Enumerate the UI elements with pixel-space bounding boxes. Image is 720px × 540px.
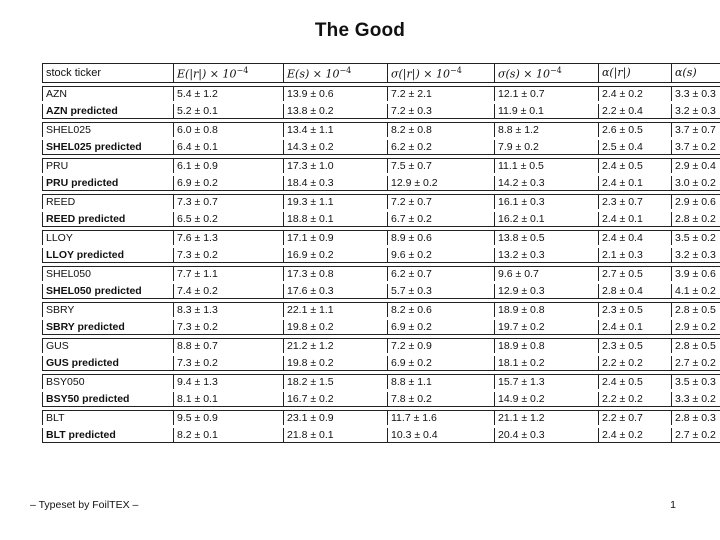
predicted-value-cell: 5.7 ± 0.3	[387, 284, 494, 299]
actual-value-cell: 3.7 ± 0.7	[671, 122, 720, 137]
table-row	[42, 410, 720, 425]
predicted-value-cell: 6.9 ± 0.2	[387, 356, 494, 371]
predicted-value-cell: 18.8 ± 0.1	[283, 212, 387, 227]
table-row-predicted	[42, 284, 720, 299]
table-row-predicted	[42, 356, 720, 371]
actual-value-cell: 7.3 ± 0.7	[173, 194, 283, 209]
actual-value-cell: 2.3 ± 0.7	[598, 194, 671, 209]
actual-value-cell: 6.1 ± 0.9	[173, 158, 283, 173]
actual-value-cell: 7.5 ± 0.7	[387, 158, 494, 173]
predicted-value-cell: 2.8 ± 0.2	[671, 212, 720, 227]
predicted-label-cell: SHEL050 predicted	[42, 284, 173, 299]
actual-value-cell: 2.8 ± 0.3	[671, 410, 720, 425]
stock-ticker-cell: SBRY	[42, 302, 173, 317]
table-row	[42, 302, 720, 317]
actual-value-cell: 19.3 ± 1.1	[283, 194, 387, 209]
actual-value-cell: 2.4 ± 0.5	[598, 374, 671, 389]
table-row	[42, 158, 720, 173]
table-row	[42, 338, 720, 353]
table-row-predicted	[42, 392, 720, 407]
table-row-predicted	[42, 176, 720, 191]
predicted-value-cell: 2.2 ± 0.2	[598, 356, 671, 371]
predicted-value-cell: 2.7 ± 0.2	[671, 428, 720, 443]
actual-value-cell: 3.5 ± 0.2	[671, 230, 720, 245]
predicted-value-cell: 2.5 ± 0.4	[598, 140, 671, 155]
predicted-label-cell: BLT predicted	[42, 428, 173, 443]
results-table	[42, 60, 720, 446]
column-header-stock-ticker: stock ticker	[42, 63, 173, 83]
predicted-value-cell: 9.6 ± 0.2	[387, 248, 494, 263]
actual-value-cell: 8.2 ± 0.8	[387, 122, 494, 137]
predicted-value-cell: 11.9 ± 0.1	[494, 104, 598, 119]
actual-value-cell: 7.6 ± 1.3	[173, 230, 283, 245]
predicted-value-cell: 6.7 ± 0.2	[387, 212, 494, 227]
actual-value-cell: 13.9 ± 0.6	[283, 86, 387, 101]
predicted-value-cell: 2.9 ± 0.2	[671, 320, 720, 335]
predicted-label-cell: REED predicted	[42, 212, 173, 227]
predicted-label-cell: SBRY predicted	[42, 320, 173, 335]
actual-value-cell: 2.7 ± 0.5	[598, 266, 671, 281]
actual-value-cell: 7.7 ± 1.1	[173, 266, 283, 281]
stock-ticker-cell: BLT	[42, 410, 173, 425]
column-header-alpha-spread: α(s)	[671, 63, 720, 83]
actual-value-cell: 2.9 ± 0.4	[671, 158, 720, 173]
actual-value-cell: 3.5 ± 0.3	[671, 374, 720, 389]
predicted-value-cell: 2.4 ± 0.2	[598, 428, 671, 443]
actual-value-cell: 11.7 ± 1.6	[387, 410, 494, 425]
actual-value-cell: 3.9 ± 0.6	[671, 266, 720, 281]
predicted-value-cell: 19.8 ± 0.2	[283, 320, 387, 335]
actual-value-cell: 8.8 ± 1.1	[387, 374, 494, 389]
predicted-value-cell: 7.3 ± 0.2	[173, 356, 283, 371]
column-header-alpha-abs-return: α(|r|)	[598, 63, 671, 83]
predicted-value-cell: 17.6 ± 0.3	[283, 284, 387, 299]
stock-ticker-cell: SHEL050	[42, 266, 173, 281]
actual-value-cell: 2.4 ± 0.2	[598, 86, 671, 101]
actual-value-cell: 6.0 ± 0.8	[173, 122, 283, 137]
table-row-predicted	[42, 140, 720, 155]
predicted-value-cell: 21.8 ± 0.1	[283, 428, 387, 443]
actual-value-cell: 7.2 ± 0.7	[387, 194, 494, 209]
predicted-label-cell: PRU predicted	[42, 176, 173, 191]
predicted-value-cell: 2.4 ± 0.1	[598, 212, 671, 227]
footer-typeset-note: – Typeset by FoilTEX –	[30, 499, 139, 511]
predicted-value-cell: 2.8 ± 0.4	[598, 284, 671, 299]
predicted-label-cell: BSY50 predicted	[42, 392, 173, 407]
column-header-mean-abs-return: $E(|r|) \times 10^{-4}$	[173, 63, 283, 83]
actual-value-cell: 8.2 ± 0.6	[387, 302, 494, 317]
predicted-value-cell: 16.7 ± 0.2	[283, 392, 387, 407]
stock-ticker-cell: PRU	[42, 158, 173, 173]
actual-value-cell: 17.1 ± 0.9	[283, 230, 387, 245]
predicted-label-cell: GUS predicted	[42, 356, 173, 371]
actual-value-cell: 3.3 ± 0.3	[671, 86, 720, 101]
table-header-row	[42, 63, 720, 83]
actual-value-cell: 2.8 ± 0.5	[671, 338, 720, 353]
actual-value-cell: 7.2 ± 0.9	[387, 338, 494, 353]
actual-value-cell: 22.1 ± 1.1	[283, 302, 387, 317]
actual-value-cell: 8.8 ± 0.7	[173, 338, 283, 353]
stock-ticker-cell: LLOY	[42, 230, 173, 245]
predicted-value-cell: 14.9 ± 0.2	[494, 392, 598, 407]
actual-value-cell: 2.4 ± 0.4	[598, 230, 671, 245]
actual-value-cell: 17.3 ± 1.0	[283, 158, 387, 173]
actual-value-cell: 8.8 ± 1.2	[494, 122, 598, 137]
actual-value-cell: 8.3 ± 1.3	[173, 302, 283, 317]
predicted-value-cell: 16.9 ± 0.2	[283, 248, 387, 263]
column-header-std-abs-return: $\sigma(|r|) \times 10^{-4}$	[387, 63, 494, 83]
table-row	[42, 86, 720, 101]
actual-value-cell: 7.2 ± 2.1	[387, 86, 494, 101]
actual-value-cell: 12.1 ± 0.7	[494, 86, 598, 101]
actual-value-cell: 2.4 ± 0.5	[598, 158, 671, 173]
predicted-value-cell: 13.8 ± 0.2	[283, 104, 387, 119]
stock-ticker-cell: GUS	[42, 338, 173, 353]
predicted-value-cell: 18.1 ± 0.2	[494, 356, 598, 371]
stock-ticker-cell: AZN	[42, 86, 173, 101]
page-number: 1	[670, 499, 676, 511]
stock-ticker-cell: BSY050	[42, 374, 173, 389]
table-row	[42, 266, 720, 281]
actual-value-cell: 17.3 ± 0.8	[283, 266, 387, 281]
predicted-value-cell: 3.2 ± 0.3	[671, 104, 720, 119]
predicted-value-cell: 6.9 ± 0.2	[173, 176, 283, 191]
actual-value-cell: 8.9 ± 0.6	[387, 230, 494, 245]
predicted-value-cell: 7.3 ± 0.2	[173, 320, 283, 335]
predicted-value-cell: 2.2 ± 0.2	[598, 392, 671, 407]
predicted-value-cell: 2.1 ± 0.3	[598, 248, 671, 263]
predicted-value-cell: 2.7 ± 0.2	[671, 356, 720, 371]
predicted-value-cell: 5.2 ± 0.1	[173, 104, 283, 119]
actual-value-cell: 9.5 ± 0.9	[173, 410, 283, 425]
actual-value-cell: 18.2 ± 1.5	[283, 374, 387, 389]
predicted-value-cell: 6.2 ± 0.2	[387, 140, 494, 155]
page-title: The Good	[314, 20, 406, 41]
actual-value-cell: 21.2 ± 1.2	[283, 338, 387, 353]
predicted-value-cell: 19.8 ± 0.2	[283, 356, 387, 371]
predicted-value-cell: 3.7 ± 0.2	[671, 140, 720, 155]
actual-value-cell: 16.1 ± 0.3	[494, 194, 598, 209]
results-table-container	[42, 60, 720, 446]
predicted-value-cell: 4.1 ± 0.2	[671, 284, 720, 299]
predicted-label-cell: AZN predicted	[42, 104, 173, 119]
predicted-value-cell: 6.4 ± 0.1	[173, 140, 283, 155]
actual-value-cell: 2.9 ± 0.6	[671, 194, 720, 209]
actual-value-cell: 13.8 ± 0.5	[494, 230, 598, 245]
column-header-mean-spread: $E(s) \times 10^{-4}$	[283, 63, 387, 83]
actual-value-cell: 18.9 ± 0.8	[494, 338, 598, 353]
table-row-predicted	[42, 320, 720, 335]
predicted-label-cell: LLOY predicted	[42, 248, 173, 263]
table-row-predicted	[42, 428, 720, 443]
predicted-value-cell: 20.4 ± 0.3	[494, 428, 598, 443]
actual-value-cell: 5.4 ± 1.2	[173, 86, 283, 101]
actual-value-cell: 2.3 ± 0.5	[598, 338, 671, 353]
predicted-value-cell: 7.3 ± 0.2	[173, 248, 283, 263]
actual-value-cell: 18.9 ± 0.8	[494, 302, 598, 317]
actual-value-cell: 15.7 ± 1.3	[494, 374, 598, 389]
actual-value-cell: 23.1 ± 0.9	[283, 410, 387, 425]
table-row-predicted	[42, 212, 720, 227]
predicted-value-cell: 7.9 ± 0.2	[494, 140, 598, 155]
predicted-value-cell: 3.0 ± 0.2	[671, 176, 720, 191]
table-body	[42, 86, 720, 443]
predicted-value-cell: 16.2 ± 0.1	[494, 212, 598, 227]
predicted-value-cell: 2.4 ± 0.1	[598, 320, 671, 335]
actual-value-cell: 13.4 ± 1.1	[283, 122, 387, 137]
actual-value-cell: 9.6 ± 0.7	[494, 266, 598, 281]
actual-value-cell: 2.6 ± 0.5	[598, 122, 671, 137]
stock-ticker-cell: SHEL025	[42, 122, 173, 137]
predicted-value-cell: 10.3 ± 0.4	[387, 428, 494, 443]
actual-value-cell: 6.2 ± 0.7	[387, 266, 494, 281]
actual-value-cell: 2.8 ± 0.5	[671, 302, 720, 317]
predicted-label-cell: SHEL025 predicted	[42, 140, 173, 155]
actual-value-cell: 11.1 ± 0.5	[494, 158, 598, 173]
actual-value-cell: 9.4 ± 1.3	[173, 374, 283, 389]
predicted-value-cell: 3.2 ± 0.3	[671, 248, 720, 263]
predicted-value-cell: 3.3 ± 0.2	[671, 392, 720, 407]
predicted-value-cell: 19.7 ± 0.2	[494, 320, 598, 335]
table-row-predicted	[42, 104, 720, 119]
predicted-value-cell: 2.4 ± 0.1	[598, 176, 671, 191]
table-row	[42, 122, 720, 137]
predicted-value-cell: 12.9 ± 0.2	[387, 176, 494, 191]
table-row	[42, 230, 720, 245]
stock-ticker-cell: REED	[42, 194, 173, 209]
predicted-value-cell: 7.8 ± 0.2	[387, 392, 494, 407]
predicted-value-cell: 18.4 ± 0.3	[283, 176, 387, 191]
predicted-value-cell: 14.2 ± 0.3	[494, 176, 598, 191]
predicted-value-cell: 7.4 ± 0.2	[173, 284, 283, 299]
table-row	[42, 374, 720, 389]
predicted-value-cell: 8.1 ± 0.1	[173, 392, 283, 407]
predicted-value-cell: 8.2 ± 0.1	[173, 428, 283, 443]
actual-value-cell: 2.3 ± 0.5	[598, 302, 671, 317]
predicted-value-cell: 6.5 ± 0.2	[173, 212, 283, 227]
predicted-value-cell: 6.9 ± 0.2	[387, 320, 494, 335]
table-row-predicted	[42, 248, 720, 263]
predicted-value-cell: 7.2 ± 0.3	[387, 104, 494, 119]
actual-value-cell: 21.1 ± 1.2	[494, 410, 598, 425]
predicted-value-cell: 14.3 ± 0.2	[283, 140, 387, 155]
column-header-std-spread: $\sigma(s) \times 10^{-4}$	[494, 63, 598, 83]
predicted-value-cell: 12.9 ± 0.3	[494, 284, 598, 299]
actual-value-cell: 2.2 ± 0.7	[598, 410, 671, 425]
predicted-value-cell: 13.2 ± 0.3	[494, 248, 598, 263]
table-row	[42, 194, 720, 209]
predicted-value-cell: 2.2 ± 0.4	[598, 104, 671, 119]
